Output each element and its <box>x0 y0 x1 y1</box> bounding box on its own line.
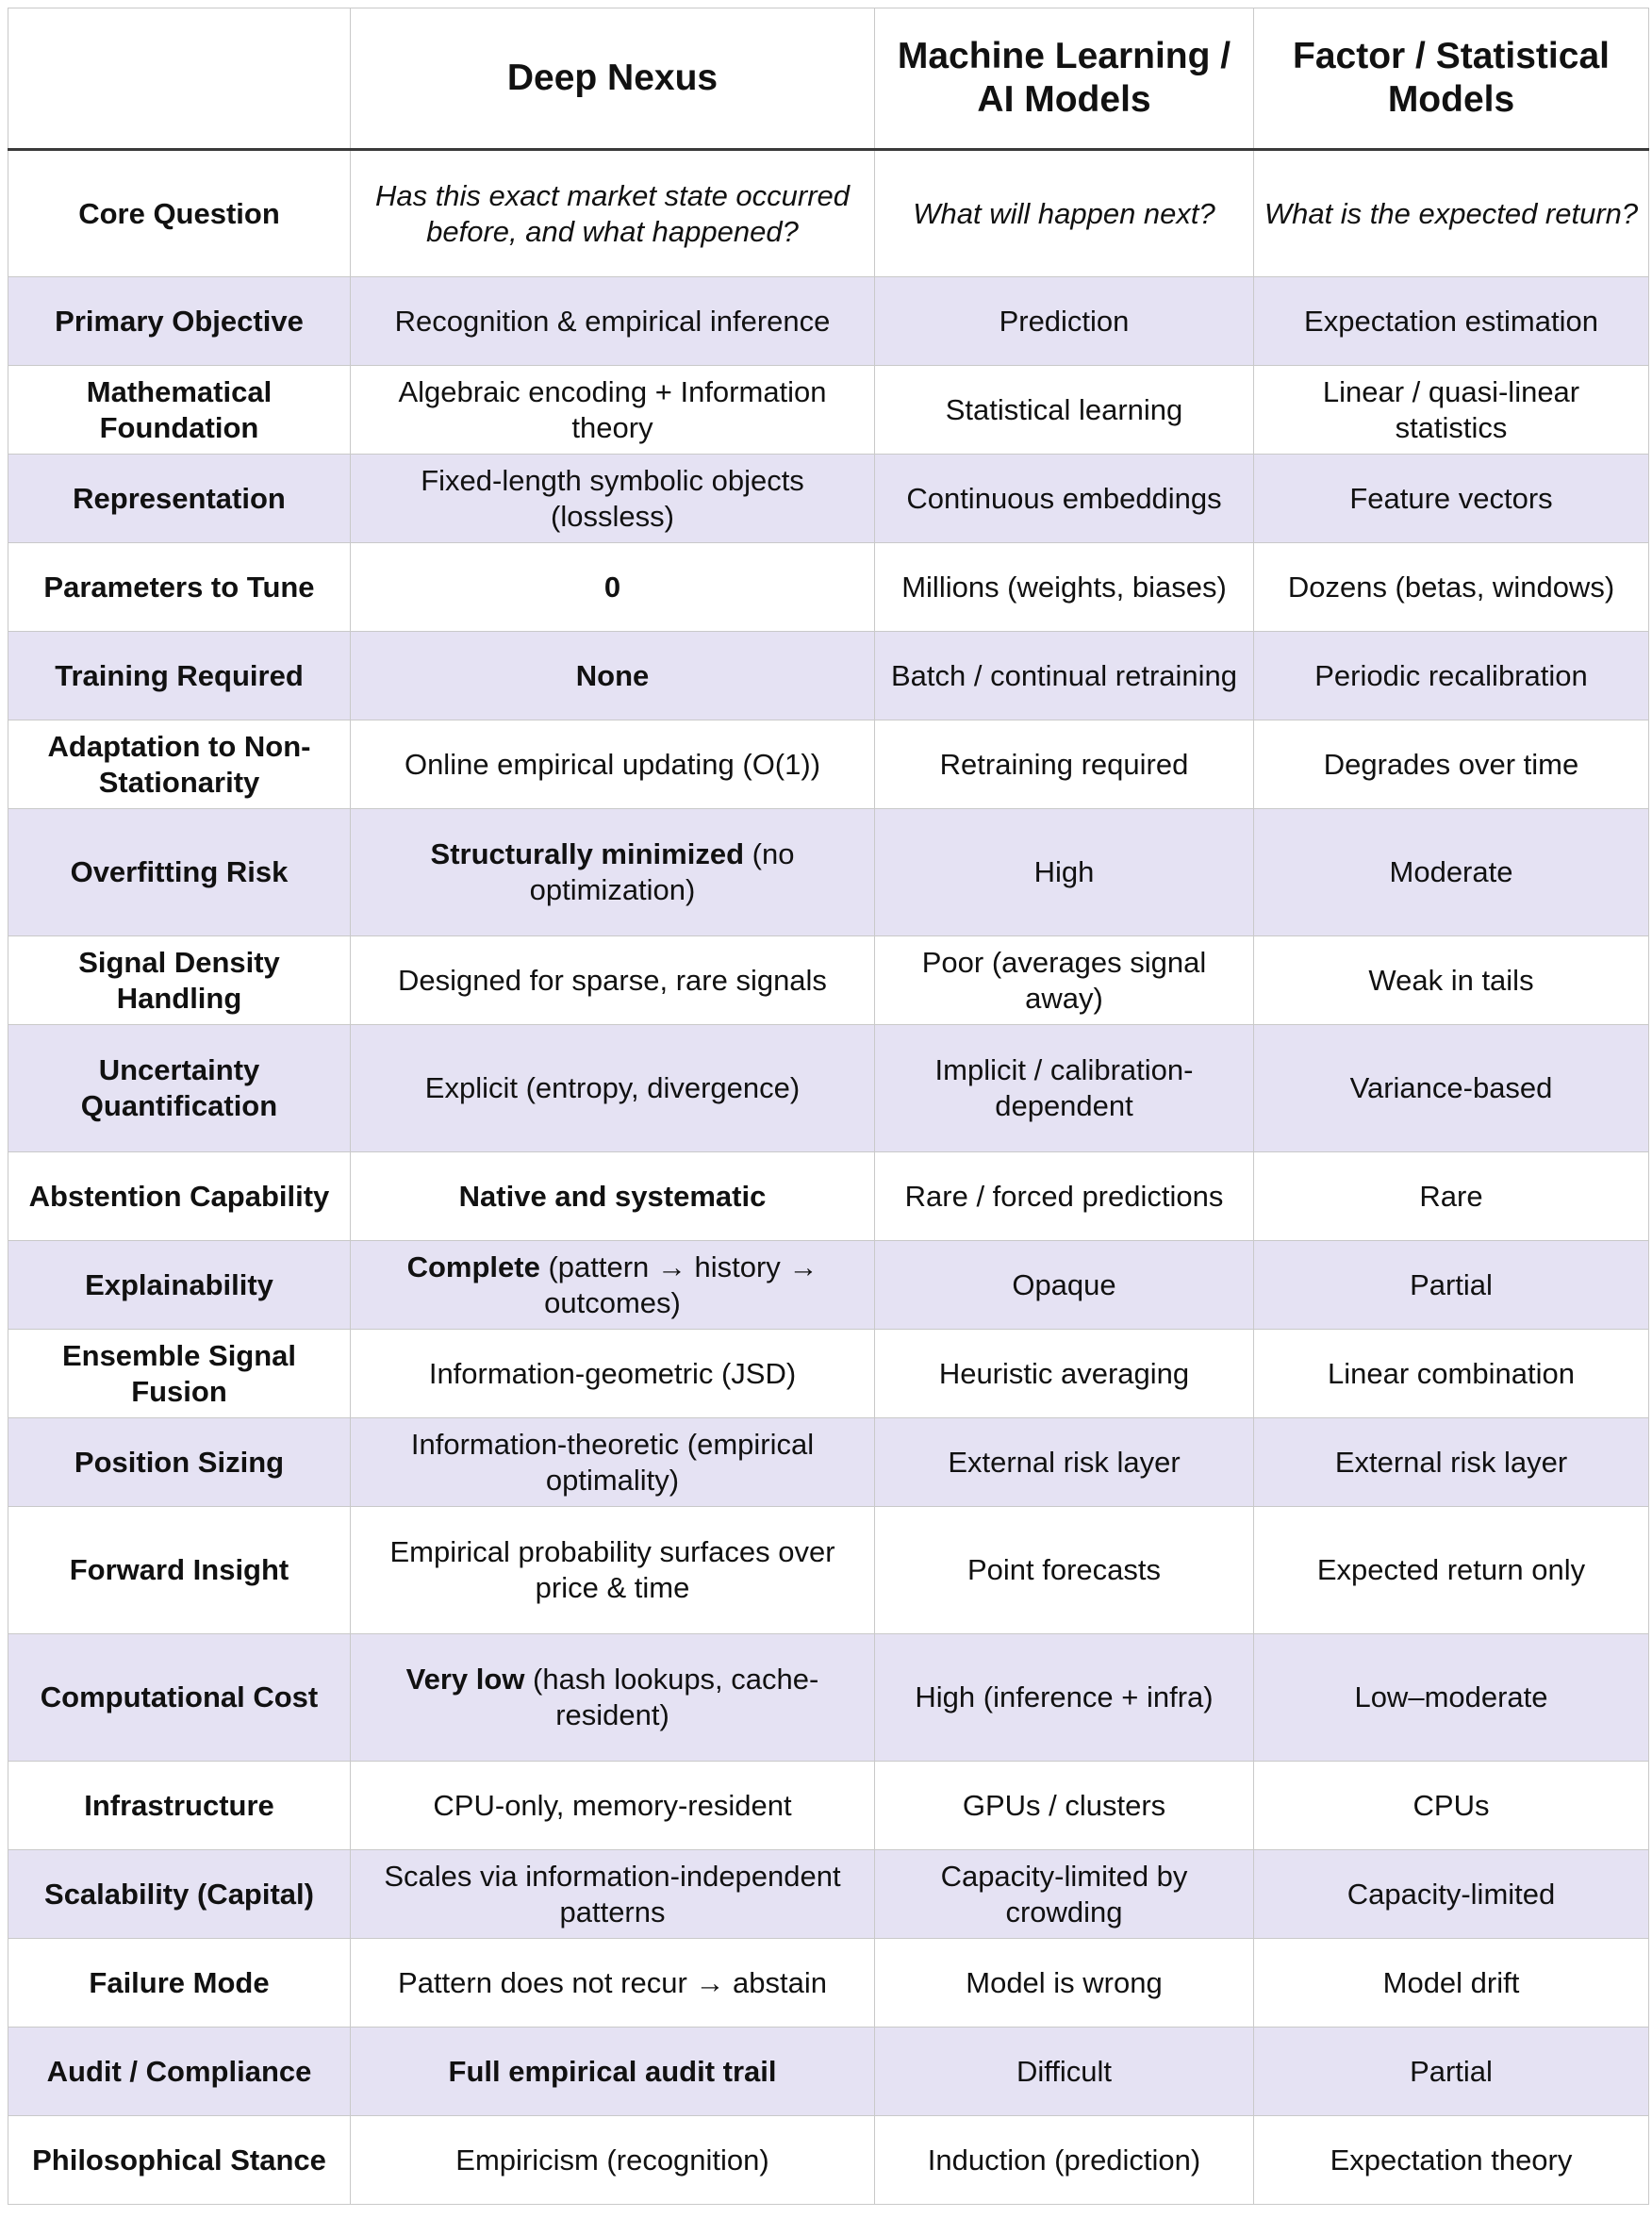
table-row <box>8 1634 1649 1762</box>
table-row <box>8 1152 1649 1241</box>
cell-deep-nexus: Explicit (entropy, divergence) <box>351 1025 875 1152</box>
row-label: Position Sizing <box>8 1418 351 1507</box>
row-label: Computational Cost <box>8 1634 351 1762</box>
cell-ml: Induction (prediction) <box>875 2116 1254 2205</box>
row-label: Adaptation to Non-Stationarity <box>8 720 351 809</box>
row-label: Overfitting Risk <box>8 809 351 936</box>
table-row <box>8 720 1649 809</box>
row-label: Core Question <box>8 150 351 277</box>
cell-deep-nexus: Pattern does not recur → abstain <box>351 1939 875 2028</box>
cell-text: (no optimization) <box>529 837 795 906</box>
cell-deep-nexus <box>351 1241 875 1330</box>
cell-text: (hash lookups, cache-resident) <box>524 1663 819 1731</box>
cell-factor: Degrades over time <box>1254 720 1649 809</box>
cell-factor: Moderate <box>1254 809 1649 936</box>
cell-emphasis: Complete <box>406 1250 540 1283</box>
cell-ml: Difficult <box>875 2028 1254 2116</box>
table-row <box>8 277 1649 366</box>
cell-factor: Variance-based <box>1254 1025 1649 1152</box>
header-factor-statistical: Factor / Statistical Models <box>1254 8 1649 150</box>
table-row <box>8 1241 1649 1330</box>
cell-factor: Capacity-limited <box>1254 1850 1649 1939</box>
table-row <box>8 936 1649 1025</box>
cell-deep-nexus: CPU-only, memory-resident <box>351 1762 875 1850</box>
table-row <box>8 809 1649 936</box>
cell-text: (pattern → history → outcomes) <box>539 1250 818 1319</box>
row-label: Parameters to Tune <box>8 543 351 632</box>
comparison-table <box>8 8 1649 2205</box>
row-label: Abstention Capability <box>8 1152 351 1241</box>
table-row <box>8 1850 1649 1939</box>
cell-factor: External risk layer <box>1254 1418 1649 1507</box>
header-machine-learning: Machine Learning / AI Models <box>875 8 1254 150</box>
cell-deep-nexus <box>351 809 875 936</box>
row-label: Primary Objective <box>8 277 351 366</box>
row-label: Mathematical Foundation <box>8 366 351 455</box>
table-row <box>8 366 1649 455</box>
cell-factor: Feature vectors <box>1254 455 1649 543</box>
cell-ml: External risk layer <box>875 1418 1254 1507</box>
cell-ml: Statistical learning <box>875 366 1254 455</box>
cell-deep-nexus: Information-geometric (JSD) <box>351 1330 875 1418</box>
cell-factor: Model drift <box>1254 1939 1649 2028</box>
cell-ml: Rare / forced predictions <box>875 1152 1254 1241</box>
row-label: Infrastructure <box>8 1762 351 1850</box>
cell-deep-nexus: Empirical probability surfaces over price & time <box>351 1507 875 1634</box>
cell-deep-nexus: 0 <box>351 543 875 632</box>
row-label: Audit / Compliance <box>8 2028 351 2116</box>
cell-deep-nexus: Fixed-length symbolic objects (lossless) <box>351 455 875 543</box>
cell-factor: Expectation estimation <box>1254 277 1649 366</box>
cell-factor: Dozens (betas, windows) <box>1254 543 1649 632</box>
cell-deep-nexus <box>351 1634 875 1762</box>
row-label: Forward Insight <box>8 1507 351 1634</box>
header-corner-cell <box>8 8 351 150</box>
row-label: Representation <box>8 455 351 543</box>
table-row <box>8 455 1649 543</box>
table-row <box>8 150 1649 277</box>
table-row <box>8 1025 1649 1152</box>
row-label: Ensemble Signal Fusion <box>8 1330 351 1418</box>
cell-ml: Implicit / calibration-dependent <box>875 1025 1254 1152</box>
cell-deep-nexus: Full empirical audit trail <box>351 2028 875 2116</box>
cell-deep-nexus: Online empirical updating (O(1)) <box>351 720 875 809</box>
table-row <box>8 2028 1649 2116</box>
cell-emphasis: Very low <box>405 1663 525 1696</box>
table-row <box>8 543 1649 632</box>
cell-factor: Weak in tails <box>1254 936 1649 1025</box>
cell-ml: Heuristic averaging <box>875 1330 1254 1418</box>
row-label: Uncertainty Quantification <box>8 1025 351 1152</box>
header-row <box>8 8 1649 150</box>
cell-factor: Periodic recalibration <box>1254 632 1649 720</box>
table-row <box>8 1762 1649 1850</box>
cell-deep-nexus: Designed for sparse, rare signals <box>351 936 875 1025</box>
cell-factor: Partial <box>1254 2028 1649 2116</box>
cell-deep-nexus: None <box>351 632 875 720</box>
cell-deep-nexus: Empiricism (recognition) <box>351 2116 875 2205</box>
table-row <box>8 1939 1649 2028</box>
cell-deep-nexus: Scales via information-independent patterns <box>351 1850 875 1939</box>
cell-factor: Linear combination <box>1254 1330 1649 1418</box>
table-row <box>8 1330 1649 1418</box>
cell-ml: Batch / continual retraining <box>875 632 1254 720</box>
cell-deep-nexus: Information-theoretic (empirical optimality) <box>351 1418 875 1507</box>
cell-ml: High (inference + infra) <box>875 1634 1254 1762</box>
table-row <box>8 1418 1649 1507</box>
cell-deep-nexus: Recognition & empirical inference <box>351 277 875 366</box>
table-row <box>8 632 1649 720</box>
row-label: Scalability (Capital) <box>8 1850 351 1939</box>
cell-ml: Continuous embeddings <box>875 455 1254 543</box>
cell-deep-nexus: Has this exact market state occurred before, and what happened? <box>351 150 875 277</box>
cell-factor: Expected return only <box>1254 1507 1649 1634</box>
cell-ml: Point forecasts <box>875 1507 1254 1634</box>
cell-emphasis: Structurally minimized <box>430 837 745 870</box>
cell-deep-nexus: Algebraic encoding + Information theory <box>351 366 875 455</box>
row-label: Failure Mode <box>8 1939 351 2028</box>
cell-factor: CPUs <box>1254 1762 1649 1850</box>
row-label: Signal Density Handling <box>8 936 351 1025</box>
cell-deep-nexus: Native and systematic <box>351 1152 875 1241</box>
cell-factor: Rare <box>1254 1152 1649 1241</box>
cell-ml: GPUs / clusters <box>875 1762 1254 1850</box>
cell-ml: Model is wrong <box>875 1939 1254 2028</box>
cell-ml: Opaque <box>875 1241 1254 1330</box>
table-row <box>8 2116 1649 2205</box>
cell-factor: Expectation theory <box>1254 2116 1649 2205</box>
cell-factor: Linear / quasi-linear statistics <box>1254 366 1649 455</box>
row-label: Philosophical Stance <box>8 2116 351 2205</box>
cell-ml: Millions (weights, biases) <box>875 543 1254 632</box>
cell-ml: High <box>875 809 1254 936</box>
cell-ml: Capacity-limited by crowding <box>875 1850 1254 1939</box>
cell-ml: Retraining required <box>875 720 1254 809</box>
cell-ml: What will happen next? <box>875 150 1254 277</box>
row-label: Explainability <box>8 1241 351 1330</box>
cell-factor: What is the expected return? <box>1254 150 1649 277</box>
cell-ml: Poor (averages signal away) <box>875 936 1254 1025</box>
cell-factor: Partial <box>1254 1241 1649 1330</box>
table-row <box>8 1507 1649 1634</box>
cell-factor: Low–moderate <box>1254 1634 1649 1762</box>
row-label: Training Required <box>8 632 351 720</box>
header-deep-nexus: Deep Nexus <box>351 8 875 150</box>
cell-ml: Prediction <box>875 277 1254 366</box>
